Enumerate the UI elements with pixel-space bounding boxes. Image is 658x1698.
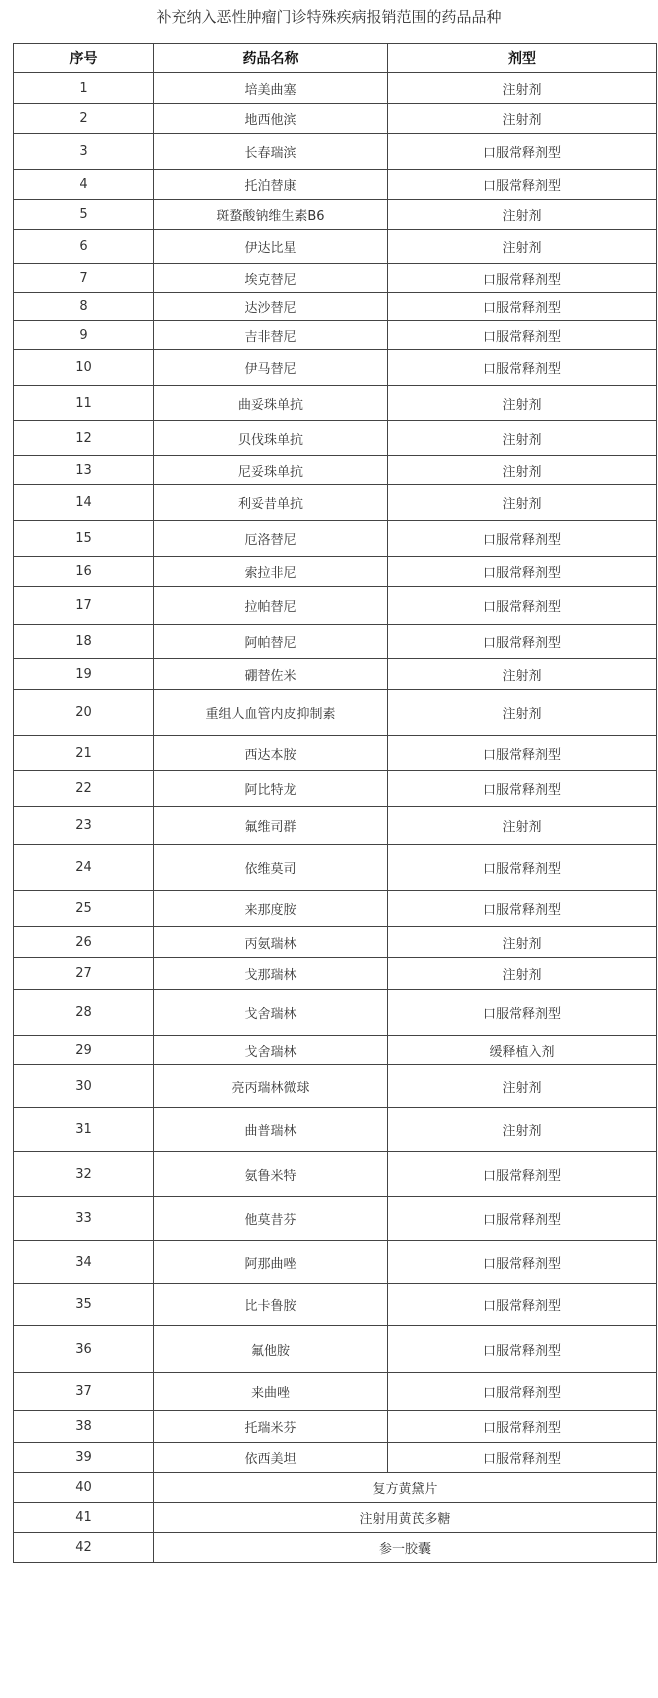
row-number: 24 xyxy=(14,845,154,891)
table-row xyxy=(14,170,657,200)
row-number: 10 xyxy=(14,350,154,386)
dosage-form: 口服常释剂型 xyxy=(388,350,657,386)
drug-name: 地西他滨 xyxy=(154,104,388,134)
table-row xyxy=(14,990,657,1036)
table-row xyxy=(14,1108,657,1152)
table-row xyxy=(14,736,657,771)
row-number: 35 xyxy=(14,1284,154,1326)
header-drug-name: 药品名称 xyxy=(154,44,388,73)
drug-name: 曲普瑞林 xyxy=(154,1108,388,1152)
dosage-form: 口服常释剂型 xyxy=(388,625,657,659)
drug-name: 托泊替康 xyxy=(154,170,388,200)
dosage-form: 注射剂 xyxy=(388,200,657,230)
drug-name: 贝伐珠单抗 xyxy=(154,421,388,456)
drug-name: 戈那瑞林 xyxy=(154,958,388,990)
drug-name: 培美曲塞 xyxy=(154,73,388,104)
row-number: 34 xyxy=(14,1241,154,1284)
table-row xyxy=(14,1284,657,1326)
drug-name: 来曲唑 xyxy=(154,1373,388,1411)
dosage-form: 口服常释剂型 xyxy=(388,1197,657,1241)
row-number: 26 xyxy=(14,927,154,958)
row-number: 14 xyxy=(14,485,154,521)
dosage-form: 口服常释剂型 xyxy=(388,990,657,1036)
dosage-form: 注射剂 xyxy=(388,927,657,958)
row-number: 27 xyxy=(14,958,154,990)
drug-name: 比卡鲁胺 xyxy=(154,1284,388,1326)
drug-name: 达沙替尼 xyxy=(154,293,388,321)
dosage-form: 缓释植入剂 xyxy=(388,1036,657,1065)
row-number: 4 xyxy=(14,170,154,200)
drug-name: 复方黄黛片 xyxy=(154,1473,657,1503)
row-number: 21 xyxy=(14,736,154,771)
drug-name: 戈舍瑞林 xyxy=(154,1036,388,1065)
row-number: 41 xyxy=(14,1503,154,1533)
table-row xyxy=(14,521,657,557)
dosage-form: 口服常释剂型 xyxy=(388,557,657,587)
row-number: 25 xyxy=(14,891,154,927)
dosage-form: 口服常释剂型 xyxy=(388,1373,657,1411)
drug-name: 参一胶囊 xyxy=(154,1533,657,1563)
table-row xyxy=(14,134,657,170)
table-row xyxy=(14,1503,657,1533)
table-row xyxy=(14,1443,657,1473)
table-row xyxy=(14,350,657,386)
drug-name: 阿那曲唑 xyxy=(154,1241,388,1284)
dosage-form: 注射剂 xyxy=(388,104,657,134)
drug-name: 伊达比星 xyxy=(154,230,388,264)
dosage-form: 口服常释剂型 xyxy=(388,1284,657,1326)
drug-name: 他莫昔芬 xyxy=(154,1197,388,1241)
row-number: 32 xyxy=(14,1152,154,1197)
row-number: 3 xyxy=(14,134,154,170)
table-row xyxy=(14,625,657,659)
row-number: 29 xyxy=(14,1036,154,1065)
dosage-form: 口服常释剂型 xyxy=(388,891,657,927)
row-number: 36 xyxy=(14,1326,154,1373)
page-title: 补充纳入恶性肿瘤门诊特殊疾病报销范围的药品品种 xyxy=(156,8,502,26)
drug-table xyxy=(13,43,657,1563)
header-dosage-form: 剂型 xyxy=(388,44,657,73)
drug-name: 吉非替尼 xyxy=(154,321,388,350)
table-row xyxy=(14,659,657,690)
dosage-form: 注射剂 xyxy=(388,1108,657,1152)
drug-name: 丙氨瑞林 xyxy=(154,927,388,958)
row-number: 22 xyxy=(14,771,154,807)
dosage-form: 注射剂 xyxy=(388,1065,657,1108)
row-number: 37 xyxy=(14,1373,154,1411)
table-row xyxy=(14,958,657,990)
dosage-form: 口服常释剂型 xyxy=(388,1443,657,1473)
table-row xyxy=(14,1197,657,1241)
dosage-form: 口服常释剂型 xyxy=(388,321,657,350)
table-row xyxy=(14,587,657,625)
drug-name: 氨鲁米特 xyxy=(154,1152,388,1197)
dosage-form: 注射剂 xyxy=(388,958,657,990)
dosage-form: 注射剂 xyxy=(388,456,657,485)
table-row xyxy=(14,485,657,521)
drug-name: 索拉非尼 xyxy=(154,557,388,587)
dosage-form: 口服常释剂型 xyxy=(388,845,657,891)
dosage-form: 注射剂 xyxy=(388,659,657,690)
row-number: 5 xyxy=(14,200,154,230)
table-row xyxy=(14,1241,657,1284)
dosage-form: 口服常释剂型 xyxy=(388,521,657,557)
table-row xyxy=(14,845,657,891)
row-number: 28 xyxy=(14,990,154,1036)
table-row xyxy=(14,690,657,736)
row-number: 38 xyxy=(14,1411,154,1443)
row-number: 39 xyxy=(14,1443,154,1473)
drug-name: 埃克替尼 xyxy=(154,264,388,293)
row-number: 40 xyxy=(14,1473,154,1503)
table-row xyxy=(14,771,657,807)
row-number: 42 xyxy=(14,1533,154,1563)
drug-name: 长春瑞滨 xyxy=(154,134,388,170)
row-number: 30 xyxy=(14,1065,154,1108)
row-number: 17 xyxy=(14,587,154,625)
dosage-form: 注射剂 xyxy=(388,485,657,521)
row-number: 16 xyxy=(14,557,154,587)
table-row xyxy=(14,1152,657,1197)
row-number: 20 xyxy=(14,690,154,736)
table-row xyxy=(14,386,657,421)
dosage-form: 口服常释剂型 xyxy=(388,170,657,200)
drug-name: 厄洛替尼 xyxy=(154,521,388,557)
dosage-form: 口服常释剂型 xyxy=(388,293,657,321)
drug-name: 阿帕替尼 xyxy=(154,625,388,659)
table-row xyxy=(14,73,657,104)
dosage-form: 注射剂 xyxy=(388,690,657,736)
table-row xyxy=(14,1036,657,1065)
table-row xyxy=(14,1373,657,1411)
drug-name: 氟维司群 xyxy=(154,807,388,845)
row-number: 12 xyxy=(14,421,154,456)
dosage-form: 口服常释剂型 xyxy=(388,134,657,170)
table-row xyxy=(14,1411,657,1443)
dosage-form: 注射剂 xyxy=(388,230,657,264)
drug-name: 阿比特龙 xyxy=(154,771,388,807)
table-row xyxy=(14,421,657,456)
header-no: 序号 xyxy=(14,44,154,73)
dosage-form: 口服常释剂型 xyxy=(388,1152,657,1197)
table-row xyxy=(14,321,657,350)
drug-name: 依维莫司 xyxy=(154,845,388,891)
row-number: 13 xyxy=(14,456,154,485)
row-number: 33 xyxy=(14,1197,154,1241)
dosage-form: 注射剂 xyxy=(388,386,657,421)
table-row xyxy=(14,807,657,845)
drug-name: 亮丙瑞林微球 xyxy=(154,1065,388,1108)
drug-name: 西达本胺 xyxy=(154,736,388,771)
drug-name: 拉帕替尼 xyxy=(154,587,388,625)
drug-name: 戈舍瑞林 xyxy=(154,990,388,1036)
dosage-form: 口服常释剂型 xyxy=(388,771,657,807)
table-row xyxy=(14,1326,657,1373)
dosage-form: 口服常释剂型 xyxy=(388,1326,657,1373)
dosage-form: 口服常释剂型 xyxy=(388,1411,657,1443)
drug-name: 氟他胺 xyxy=(154,1326,388,1373)
drug-name: 伊马替尼 xyxy=(154,350,388,386)
table-row xyxy=(14,293,657,321)
drug-name: 利妥昔单抗 xyxy=(154,485,388,521)
table-row xyxy=(14,104,657,134)
table-row xyxy=(14,264,657,293)
dosage-form: 注射剂 xyxy=(388,421,657,456)
table-row xyxy=(14,456,657,485)
table-row xyxy=(14,200,657,230)
drug-name: 尼妥珠单抗 xyxy=(154,456,388,485)
row-number: 6 xyxy=(14,230,154,264)
table-row xyxy=(14,1533,657,1563)
drug-name: 注射用黄芪多糖 xyxy=(154,1503,657,1533)
row-number: 15 xyxy=(14,521,154,557)
dosage-form: 口服常释剂型 xyxy=(388,736,657,771)
drug-name: 曲妥珠单抗 xyxy=(154,386,388,421)
dosage-form: 口服常释剂型 xyxy=(388,1241,657,1284)
drug-name: 来那度胺 xyxy=(154,891,388,927)
table-row xyxy=(14,1473,657,1503)
row-number: 7 xyxy=(14,264,154,293)
dosage-form: 注射剂 xyxy=(388,807,657,845)
row-number: 9 xyxy=(14,321,154,350)
row-number: 18 xyxy=(14,625,154,659)
header-row xyxy=(14,44,657,73)
row-number: 2 xyxy=(14,104,154,134)
dosage-form: 注射剂 xyxy=(388,73,657,104)
table-row xyxy=(14,891,657,927)
table-row xyxy=(14,557,657,587)
row-number: 31 xyxy=(14,1108,154,1152)
row-number: 19 xyxy=(14,659,154,690)
table-row xyxy=(14,1065,657,1108)
table-row xyxy=(14,927,657,958)
row-number: 11 xyxy=(14,386,154,421)
drug-name: 斑蝥酸钠维生素B6 xyxy=(154,200,388,230)
row-number: 8 xyxy=(14,293,154,321)
dosage-form: 口服常释剂型 xyxy=(388,587,657,625)
table-body xyxy=(14,73,657,1563)
row-number: 1 xyxy=(14,73,154,104)
drug-name: 依西美坦 xyxy=(154,1443,388,1473)
drug-name: 托瑞米芬 xyxy=(154,1411,388,1443)
drug-name: 硼替佐米 xyxy=(154,659,388,690)
table-row xyxy=(14,230,657,264)
drug-name: 重组人血管内皮抑制素 xyxy=(154,690,388,736)
dosage-form: 口服常释剂型 xyxy=(388,264,657,293)
row-number: 23 xyxy=(14,807,154,845)
